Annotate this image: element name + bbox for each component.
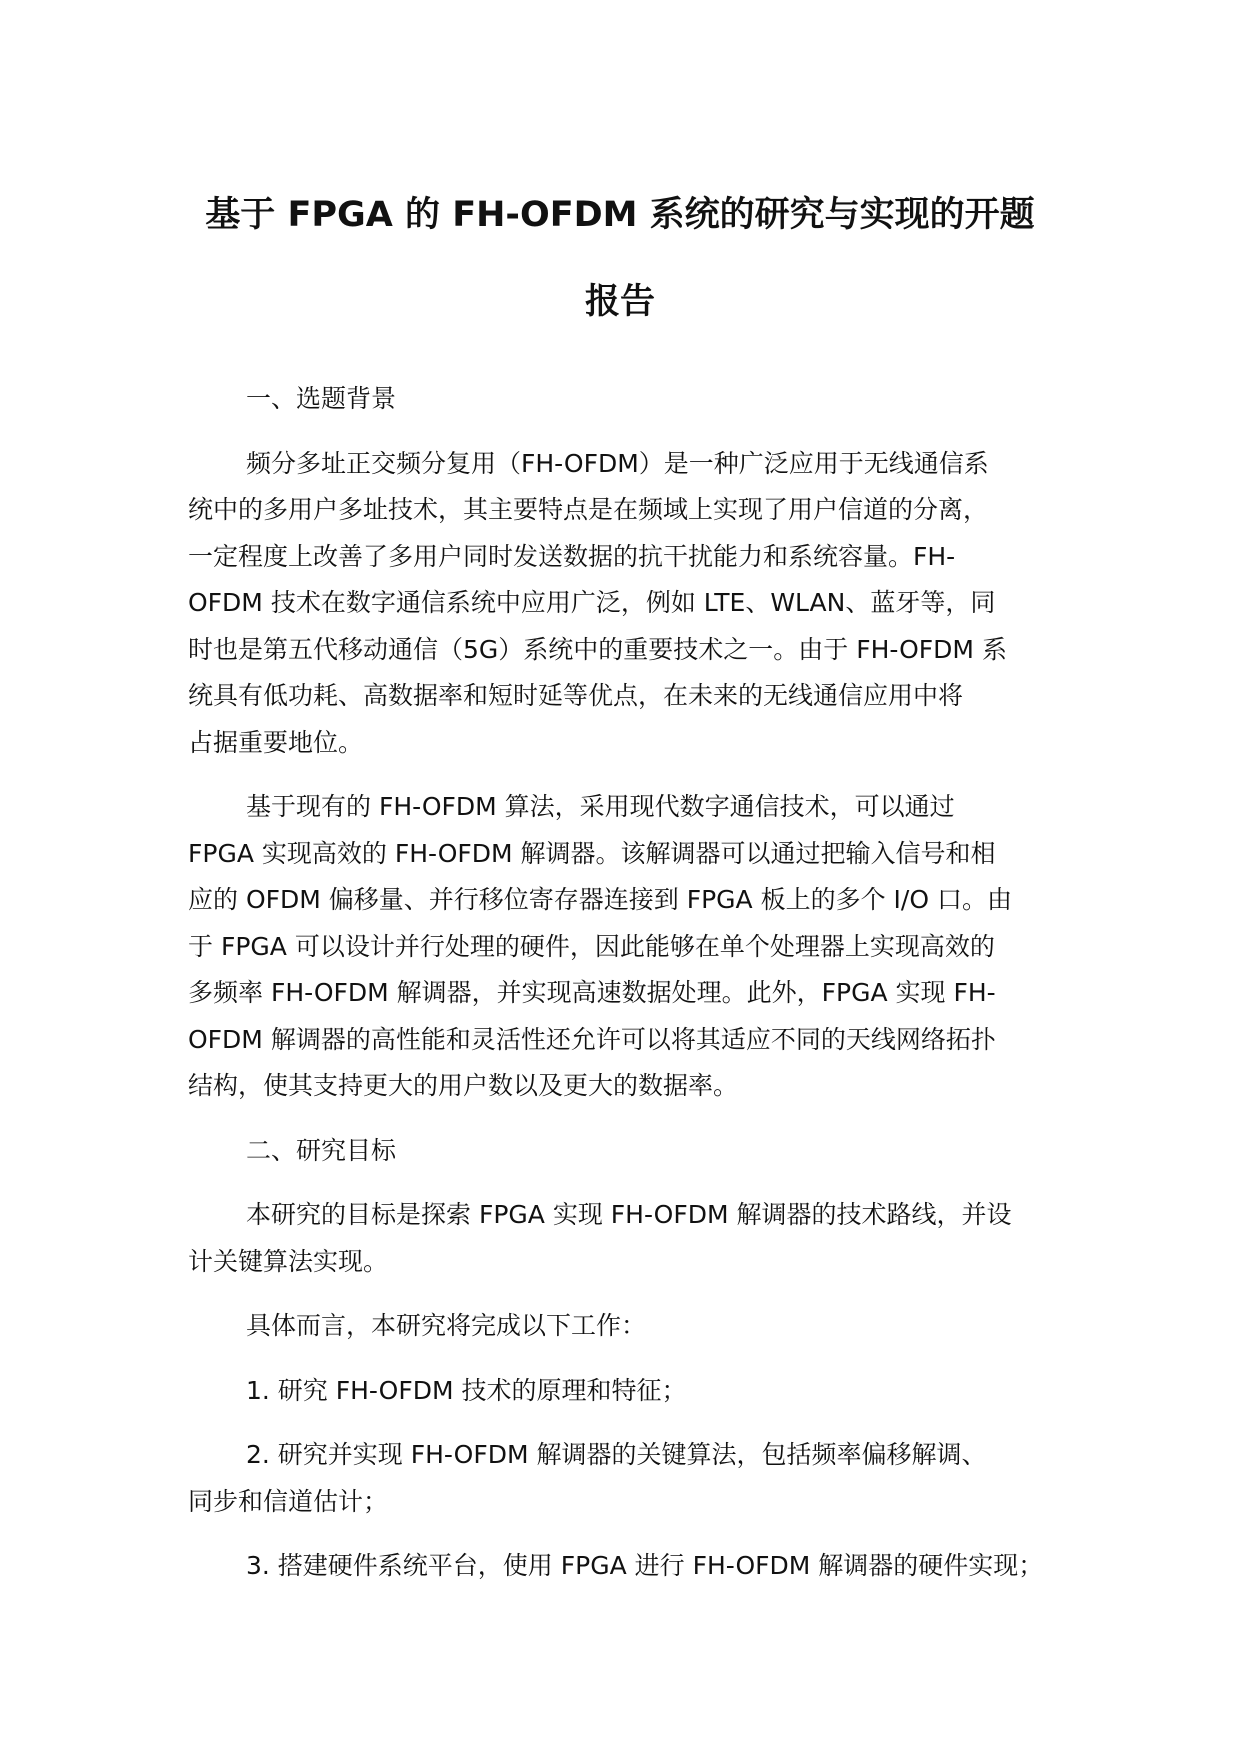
heading-line: 二、研究目标: [246, 1135, 397, 1165]
list-item-line: 同步和信道估计；: [188, 1486, 389, 1516]
paragraph-line: 频分多址正交频分复用（FH-OFDM）是一种广泛应用于无线通信系: [246, 448, 989, 478]
paragraph-line: 统中的多用户多址技术，其主要特点是在频域上实现了用户信道的分离，: [188, 495, 989, 524]
heading-line: 一、选题背景: [246, 384, 397, 413]
paragraph-line: 一定程度上改善了多用户同时发送数据的抗干扰能力和系统容量。FH-: [188, 541, 956, 571]
list-item-line: 2. 研究并实现 FH-OFDM 解调器的关键算法，包括频率偏移解调、: [246, 1440, 987, 1469]
title-line: 基于 FPGA 的 FH-OFDM 系统的研究与实现的开题: [205, 195, 1035, 235]
paragraph-line: OFDM 解调器的高性能和灵活性还允许可以将其适应不同的天线网络拓扑: [188, 1024, 996, 1054]
paragraph-line: 统具有低功耗、高数据率和短时延等优点，在未来的无线通信应用中将: [188, 681, 964, 710]
paragraph-work-intro: [188, 1303, 1068, 1350]
title-line: 报告: [584, 282, 655, 322]
list-item: [188, 1368, 1068, 1415]
list-item-line: 1. 研究 FH-OFDM 技术的原理和特征；: [246, 1375, 687, 1405]
document-title: [150, 172, 1090, 346]
paragraph-line: 基于现有的 FH-OFDM 算法，采用现代数字通信技术，可以通过: [246, 792, 955, 821]
section-heading-background: [188, 376, 1068, 423]
paragraph-background-2: [188, 784, 1068, 1110]
list-item: [188, 1432, 1068, 1525]
paragraph-background-1: [188, 441, 1068, 767]
paragraph-line: 多频率 FH-OFDM 解调器，并实现高速数据处理。此外，FPGA 实现 FH-: [188, 978, 996, 1007]
paragraph-line: 计关键算法实现。: [188, 1246, 389, 1276]
paragraph-line: OFDM 技术在数字通信系统中应用广泛，例如 LTE、WLAN、蓝牙等，同: [188, 588, 996, 617]
paragraph-line: 结构，使其支持更大的用户数以及更大的数据率。: [188, 1071, 739, 1100]
paragraph-line: 占据重要地位。: [188, 727, 364, 757]
paragraph-line: 应的 OFDM 偏移量、并行移位寄存器连接到 FPGA 板上的多个 I/O 口。由: [188, 885, 1012, 914]
paragraph-line: 本研究的目标是探索 FPGA 实现 FH-OFDM 解调器的技术路线，并设: [246, 1200, 1012, 1229]
paragraph-line: 时也是第五代移动通信（5G）系统中的重要技术之一。由于 FH-OFDM 系: [188, 634, 1007, 664]
paragraph-goal: [188, 1192, 1068, 1285]
list-item-line: 3. 搭建硬件系统平台，使用 FPGA 进行 FH-OFDM 解调器的硬件实现；: [246, 1551, 1044, 1580]
paragraph-line: 具体而言，本研究将完成以下工作：: [246, 1311, 647, 1340]
section-heading-goals: [188, 1128, 1068, 1175]
document-body: [188, 376, 1068, 1608]
paragraph-line: 于 FPGA 可以设计并行处理的硬件，因此能够在单个处理器上实现高效的: [188, 931, 995, 961]
list-item: [188, 1543, 1068, 1590]
paragraph-line: FPGA 实现高效的 FH-OFDM 解调器。该解调器可以通过把输入信号和相: [188, 838, 996, 868]
